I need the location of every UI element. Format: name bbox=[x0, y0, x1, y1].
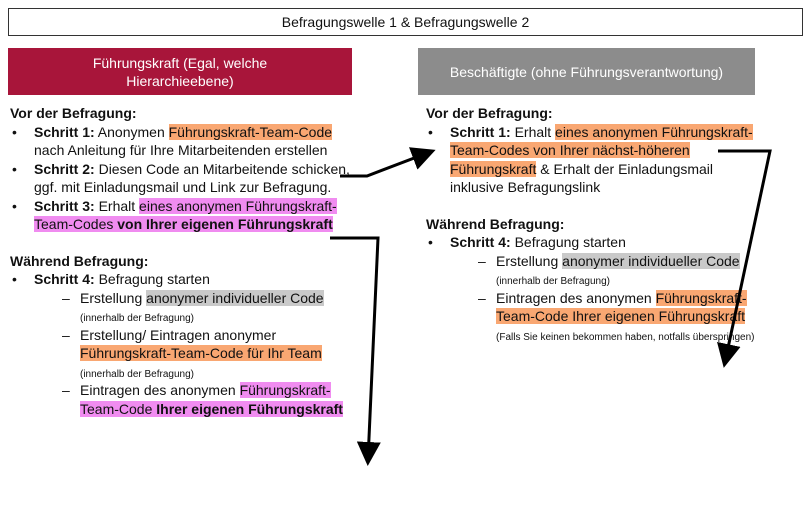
individual-code-highlight: anonymer individueller Code bbox=[562, 252, 740, 269]
manager-during-survey-heading: Während Befragung: bbox=[10, 252, 149, 269]
employee-step-4: • Schritt 4: Befragung starten – Erstellung anonymer individueller Code (innerhalb der Befragung) – Eintragen des anonymen Führungskraft-Team-Code Ihrer eigenen Führungskraft (Falls Sie keinen bekommen haben, notfalls überspringen) bbox=[426, 233, 756, 344]
manager-column bbox=[10, 104, 362, 418]
employee-header: Beschäftigte (ohne Führungsverantwortung) bbox=[418, 48, 755, 95]
own-manager-highlight: von Ihrer eigenen Führungskraft bbox=[117, 216, 333, 232]
manager-substep-enter-code: – Eintragen des anonymen Führungskraft-Team-Code Ihrer eigenen Führungskraft bbox=[58, 381, 362, 418]
individual-code-highlight: anonymer individueller Code bbox=[146, 289, 324, 306]
survey-wave-banner: Befragungswelle 1 & Befragungswelle 2 bbox=[8, 8, 803, 36]
team-code-highlight: Führungskraft-Team-Code bbox=[168, 123, 333, 140]
manager-step-4: • Schritt 4: Befragung starten – Erstellung anonymer individueller Code (innerhalb der Befragung) – Erstellung/ Eintragen anonymer Führungskraft-Team-Code für Ihr Team (innerhalb der Befragung) – Eintragen des anonymen Führungskraft-Team-Code Ihrer eigenen Führungskraft bbox=[10, 270, 362, 418]
employee-substep-enter-code: – Eintragen des anonymen Führungskraft-Team-Code Ihrer eigenen Führungskraft (Falls Sie keinen bekommen haben, notfalls überspringen) bbox=[474, 289, 756, 345]
own-manager-code-highlight: Führungskraft-Team-Code Ihrer eigenen Führungskraft bbox=[496, 289, 747, 324]
manager-substep-individual-code: – Erstellung anonymer individueller Code (innerhalb der Befragung) bbox=[58, 289, 362, 326]
employee-during-survey-heading: Während Befragung: bbox=[426, 215, 565, 232]
employee-substep-individual-code: – Erstellung anonymer individueller Code (innerhalb der Befragung) bbox=[474, 252, 756, 289]
manager-before-survey-heading: Vor der Befragung: bbox=[10, 105, 137, 121]
manager-step-1: • Schritt 1: Anonymen Führungskraft-Team-Code nach Anleitung für Ihre Mitarbeitenden erstellen bbox=[10, 123, 362, 160]
manager-step-2: • Schritt 2: Diesen Code an Mitarbeitende schicken, ggf. mit Einladungsmail und Link zur Befragung. bbox=[10, 160, 362, 197]
received-team-code-highlight: eines anonymen Führungskraft-Team-Codes von Ihrer nächst-höheren Führungskraft bbox=[450, 123, 753, 177]
employee-step-1: • Schritt 1: Erhalt eines anonymen Führungskraft-Team-Codes von Ihrer nächst-höheren Führungskraft & Erhalt der Einladungsmail inklusive Befragungslink bbox=[426, 123, 756, 197]
team-code-for-team-highlight: Führungskraft-Team-Code für Ihr Team bbox=[80, 345, 322, 361]
manager-header: Führungskraft (Egal, welche Hierarchieebene) bbox=[8, 48, 352, 95]
own-manager-code-highlight: Ihrer eigenen Führungskraft bbox=[156, 400, 343, 417]
employee-before-survey-heading: Vor der Befragung: bbox=[426, 105, 553, 121]
manager-substep-team-code: – Erstellung/ Eintragen anonymer Führungskraft-Team-Code für Ihr Team (innerhalb der Befragung) bbox=[58, 326, 362, 382]
enter-code-highlight: Führungskraft-Team-Code bbox=[80, 382, 331, 417]
employee-column bbox=[426, 104, 756, 344]
manager-step-3: • Schritt 3: Erhalt eines anonymen Führungskraft-Team-Codes von Ihrer eigenen Führungskraft bbox=[10, 197, 362, 234]
received-code-highlight: eines anonymen Führungskraft-Team-Codes bbox=[34, 197, 337, 232]
